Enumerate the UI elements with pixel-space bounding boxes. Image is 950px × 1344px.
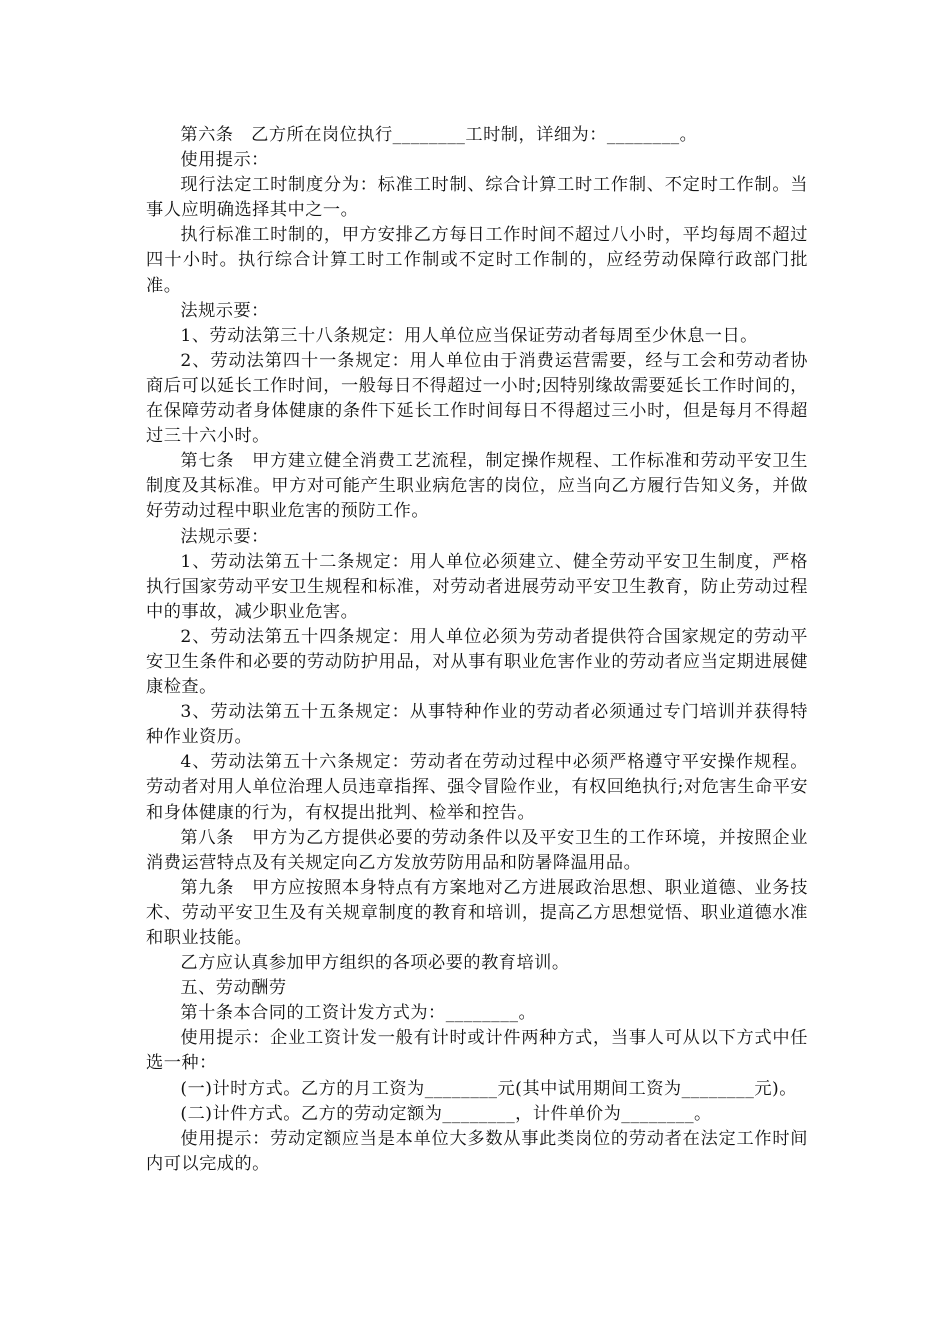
regulation-item: 2、劳动法第五十四条规定：用人单位必须为劳动者提供符合国家规定的劳动平安卫生条件和必要的劳动防护用品，对从事有职业危害作业的劳动者应当定期进展健康检查。: [146, 626, 808, 698]
article-7-clause: 第七条 甲方建立健全消费工艺流程，制定操作规程、工作标准和劳动平安卫生制度及其标准。甲方对可能产生职业病危害的岗位，应当向乙方履行告知义务，并做好劳动过程中职业危害的预防工作。: [146, 451, 808, 522]
training-paragraph: 乙方应认真参加甲方组织的各项必要的教育培训。: [180, 953, 570, 974]
usage-tip-heading: 使用提示：: [180, 150, 269, 171]
usage-tip-quota: 使用提示：劳动定额应当是本单位大多数从事此类岗位的劳动者在法定工作时间内可以完成的。: [146, 1128, 808, 1174]
section-5-heading: 五、劳动酬劳: [180, 978, 287, 999]
regulation-heading: 法规示要：: [180, 526, 269, 547]
paragraph-standard-hours: 执行标准工时制的，甲方安排乙方每日工作时间不超过八小时，平均每周不超过四十小时。执行综合计算工时工作制或不定时工作制的，应经劳动保障行政部门批准。: [146, 225, 808, 296]
regulation-item: 1、劳动法第五十二条规定：用人单位必须建立、健全劳动平安卫生制度，严格执行国家劳动平安卫生规程和标准，对劳动者进展劳动平安卫生教育，防止劳动过程中的事故，减少职业危害。: [146, 551, 808, 622]
paragraph-hour-systems: 现行法定工时制度分为：标准工时制、综合计算工时工作制、不定时工作制。当事人应明确选择其中之一。: [146, 175, 808, 221]
piece-based-option: (二)计件方式。乙方的劳动定额为________，计件单价为________。: [180, 1103, 712, 1124]
time-based-option: (一)计时方式。乙方的月工资为________元(其中试用期间工资为________元)。: [180, 1078, 797, 1099]
article-8-clause: 第八条 甲方为乙方提供必要的劳动条件以及平安卫生的工作环境，并按照企业消费运营特点及有关规定向乙方发放劳防用品和防暑降温用品。: [146, 827, 808, 873]
article-10-clause: 第十条本合同的工资计发方式为：________。: [180, 1003, 537, 1024]
article-9-clause: 第九条 甲方应按照本身特点有方案地对乙方进展政治思想、职业道德、业务技术、劳动平安卫生及有关规章制度的教育和培训，提高乙方思想觉悟、职业道德水准和职业技能。: [146, 877, 808, 948]
regulation-item: 2、劳动法第四十一条规定：用人单位由于消费运营需要，经与工会和劳动者协商后可以延长工作时间，一般每日不得超过一小时;因特别缘故需要延长工作时间的，在保障劳动者身体健康的条件下延长工作时间每日不得超过三小时，但是每月不得超过三十六小时。: [146, 350, 808, 447]
regulation-item: 1、劳动法第三十八条规定：用人单位应当保证劳动者每周至少休息一日。: [180, 325, 758, 346]
article-6-hours-clause: 第六条 乙方所在岗位执行________工时制，详细为：________。: [180, 125, 698, 145]
document-page: [146, 123, 808, 1177]
regulation-item: 3、劳动法第五十五条规定：从事特种作业的劳动者必须通过专门培训并获得特种作业资历。: [146, 702, 808, 748]
regulation-item: 4、劳动法第五十六条规定：劳动者在劳动过程中必须严格遵守平安操作规程。劳动者对用人单位治理人员违章指挥、强令冒险作业，有权回绝执行;对危害生命平安和身体健康的行为，有权提出批判、检举和控告。: [146, 752, 808, 823]
usage-tip-wage: 使用提示：企业工资计发一般有计时或计件两种方式，当事人可从以下方式中任选一种：: [146, 1028, 808, 1074]
regulation-heading: 法规示要：: [180, 300, 269, 321]
